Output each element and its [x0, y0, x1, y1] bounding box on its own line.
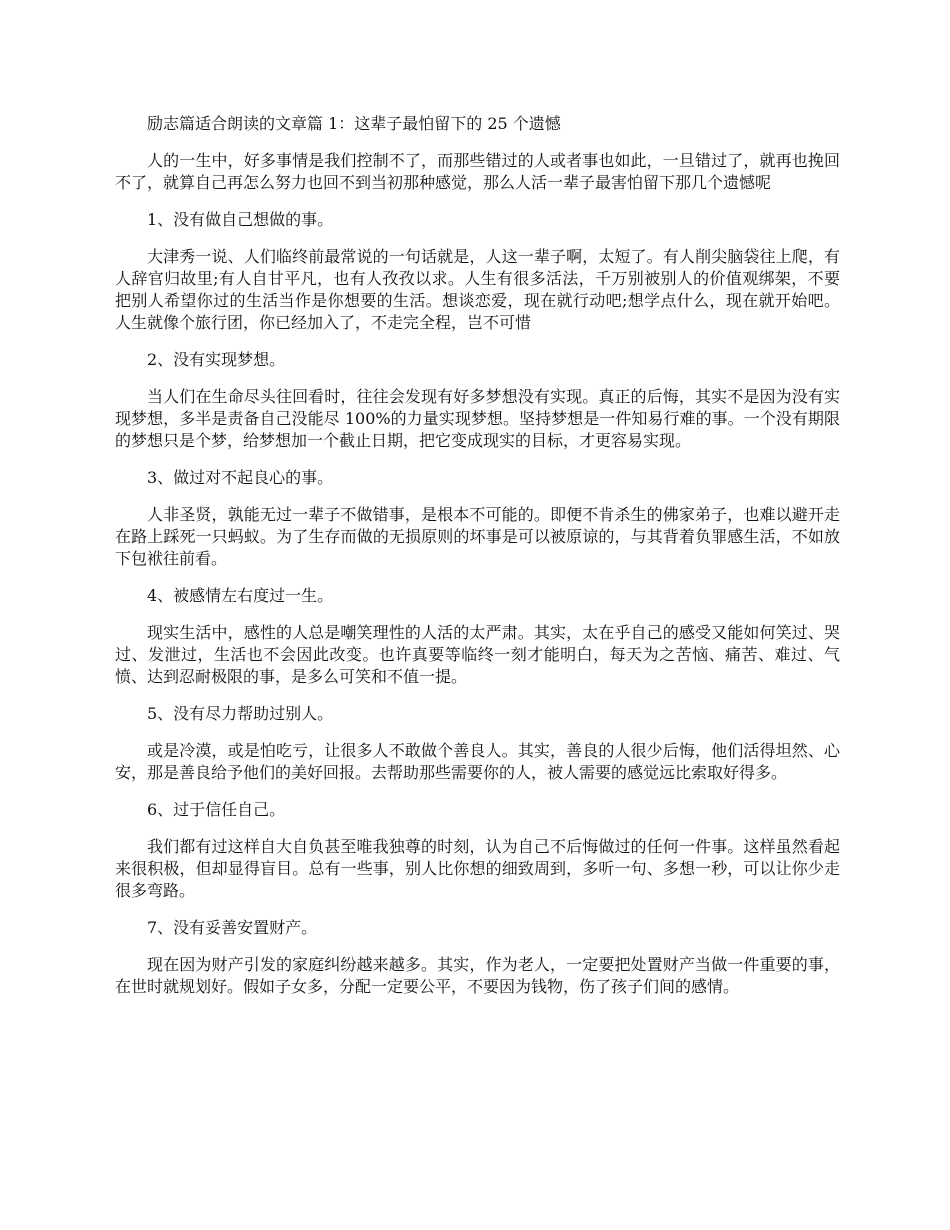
item-2-heading: 2、没有实现梦想。: [147, 350, 286, 369]
item-4-heading: 4、被感情左右度过一生。: [147, 586, 334, 605]
item-3-body: 人非圣贤，孰能无过一辈子不做错事，是根本不可能的。即便不肯杀生的佛家弟子，也难以避开走在路上踩死一只蚂蚁。为了生存而做的无损原则的坏事是可以被原谅的，与其背着负罪感生活，不如放下包袱往前看。: [115, 505, 840, 568]
item-7-heading: 7、没有妥善安置财产。: [147, 918, 318, 937]
intro-paragraph: 人的一生中，好多事情是我们控制不了，而那些错过的人或者事也如此，一旦错过了，就再也挽回不了，就算自己再怎么努力也回不到当初那种感觉，那么人活一辈子最害怕留下那几个遗憾呢: [115, 151, 840, 192]
item-2-body: 当人们在生命尽头往回看时，往往会发现有好多梦想没有实现。真正的后悔，其实不是因为没有实现梦想，多半是责备自己没能尽 100%的力量实现梦想。坚持梦想是一件知易行难的事。一个没有期限的梦想只是个梦，给梦想加一个截止日期，把它变成现实的目标，才更容易实现。: [115, 387, 840, 450]
item-6-body: 我们都有过这样自大自负甚至唯我独尊的时刻，认为自己不后悔做过的任何一件事。这样虽然看起来很积极，但却显得盲目。总有一些事，别人比你想的细致周到，多听一句、多想一秒，可以让你少走很多弯路。: [115, 837, 840, 900]
item-1-heading: 1、没有做自己想做的事。: [147, 210, 334, 229]
item-3-heading: 3、做过对不起良心的事。: [147, 468, 334, 487]
item-6-heading: 6、过于信任自己。: [147, 800, 286, 819]
item-1-body: 大津秀一说、人们临终前最常说的一句话就是，人这一辈子啊，太短了。有人削尖脑袋往上爬，有人辞官归故里;有人自甘平凡，也有人孜孜以求。人生有很多活法，千万别被别人的价值观绑架，不要把别人希望你过的生活当作是你想要的生活。想谈恋爱，现在就行动吧;想学点什么，现在就开始吧。人生就像个旅行团，你已经加入了，不走完全程，岂不可惜: [115, 247, 840, 332]
item-4-body: 现实生活中，感性的人总是嘲笑理性的人活的太严肃。其实，太在乎自己的感受又能如何笑过、哭过、发泄过，生活也不会因此改变。也许真要等临终一刻才能明白，每天为之苦恼、痛苦、难过、气愤、达到忍耐极限的事，是多么可笑和不值一提。: [115, 623, 840, 686]
item-5-heading: 5、没有尽力帮助过别人。: [147, 704, 334, 723]
item-7-body: 现在因为财产引发的家庭纠纷越来越多。其实，作为老人，一定要把处置财产当做一件重要的事，在世时就规划好。假如子女多，分配一定要公平，不要因为钱物，伤了孩子们间的感情。: [115, 955, 840, 996]
document-title: 励志篇适合朗读的文章篇 1：这辈子最怕留下的 25 个遗憾: [147, 114, 561, 133]
item-5-body: 或是冷漠，或是怕吃亏，让很多人不敢做个善良人。其实，善良的人很少后悔，他们活得坦然、心安，那是善良给予他们的美好回报。去帮助那些需要你的人，被人需要的感觉远比索取好得多。: [115, 741, 840, 782]
document-page: [115, 113, 840, 1013]
